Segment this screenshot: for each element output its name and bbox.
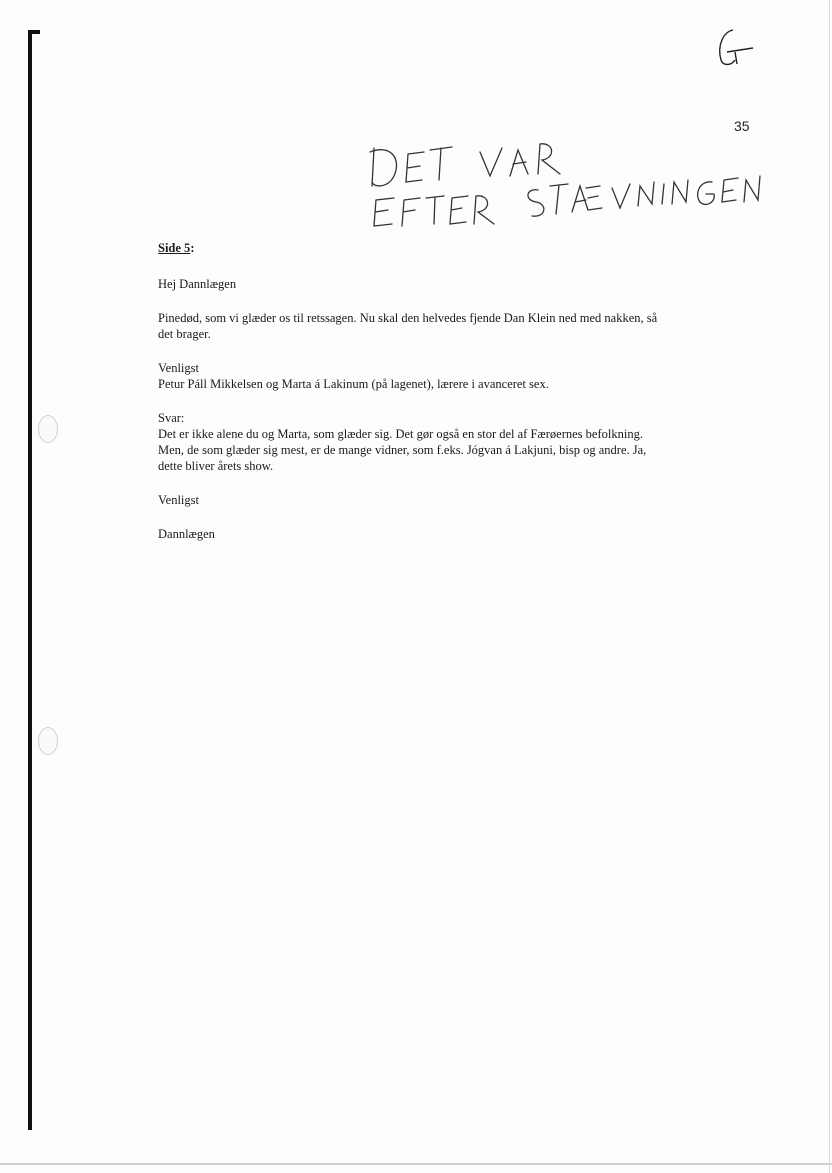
scan-right-edge <box>829 0 830 1173</box>
section-heading <box>158 240 718 256</box>
answer-line-1: Det er ikke alene du og Marta, som glæder sig. Det gør også en stor del af Færøernes befolkning. <box>158 427 643 441</box>
section-heading-label: Side 5 <box>158 241 191 255</box>
letter-body <box>158 240 718 560</box>
punch-hole-lower <box>38 727 58 755</box>
punch-hole-upper <box>38 415 58 443</box>
section-heading-colon: : <box>190 241 195 255</box>
paragraph-1-line-1: Pinedød, som vi glæder os til retssagen. Nu skal den helvedes fjende Dan Klein ned med nakken, så <box>158 311 658 325</box>
answer-label: Svar: <box>158 411 185 425</box>
signoff-1 <box>158 360 718 392</box>
signature-2: Dannlægen <box>158 527 215 541</box>
page-number: 35 <box>734 118 750 134</box>
answer-line-2: Men, de som glæder sig mest, er de mange vidner, som f.eks. Jógvan á Lakjuni, bisp og andre. Ja, <box>158 443 647 457</box>
signoff-1-signature: Petur Páll Mikkelsen og Marta á Lakinum (på lagenet), lærere i avanceret sex. <box>158 377 549 391</box>
answer <box>158 410 718 474</box>
signoff-1-closing: Venligst <box>158 361 199 375</box>
paragraph-1-line-2: det brager. <box>158 327 211 341</box>
closing-2: Venligst <box>158 493 199 507</box>
scan-edge-bar <box>28 30 32 1130</box>
scan-edge-corner <box>28 30 40 34</box>
scan-bottom-edge <box>0 1163 832 1165</box>
handwritten-note <box>350 130 770 245</box>
greeting: Hej Dannlægen <box>158 277 237 291</box>
corner-mark-annotation <box>705 22 765 77</box>
answer-line-3: dette bliver årets show. <box>158 459 274 473</box>
paragraph-1 <box>158 310 718 342</box>
